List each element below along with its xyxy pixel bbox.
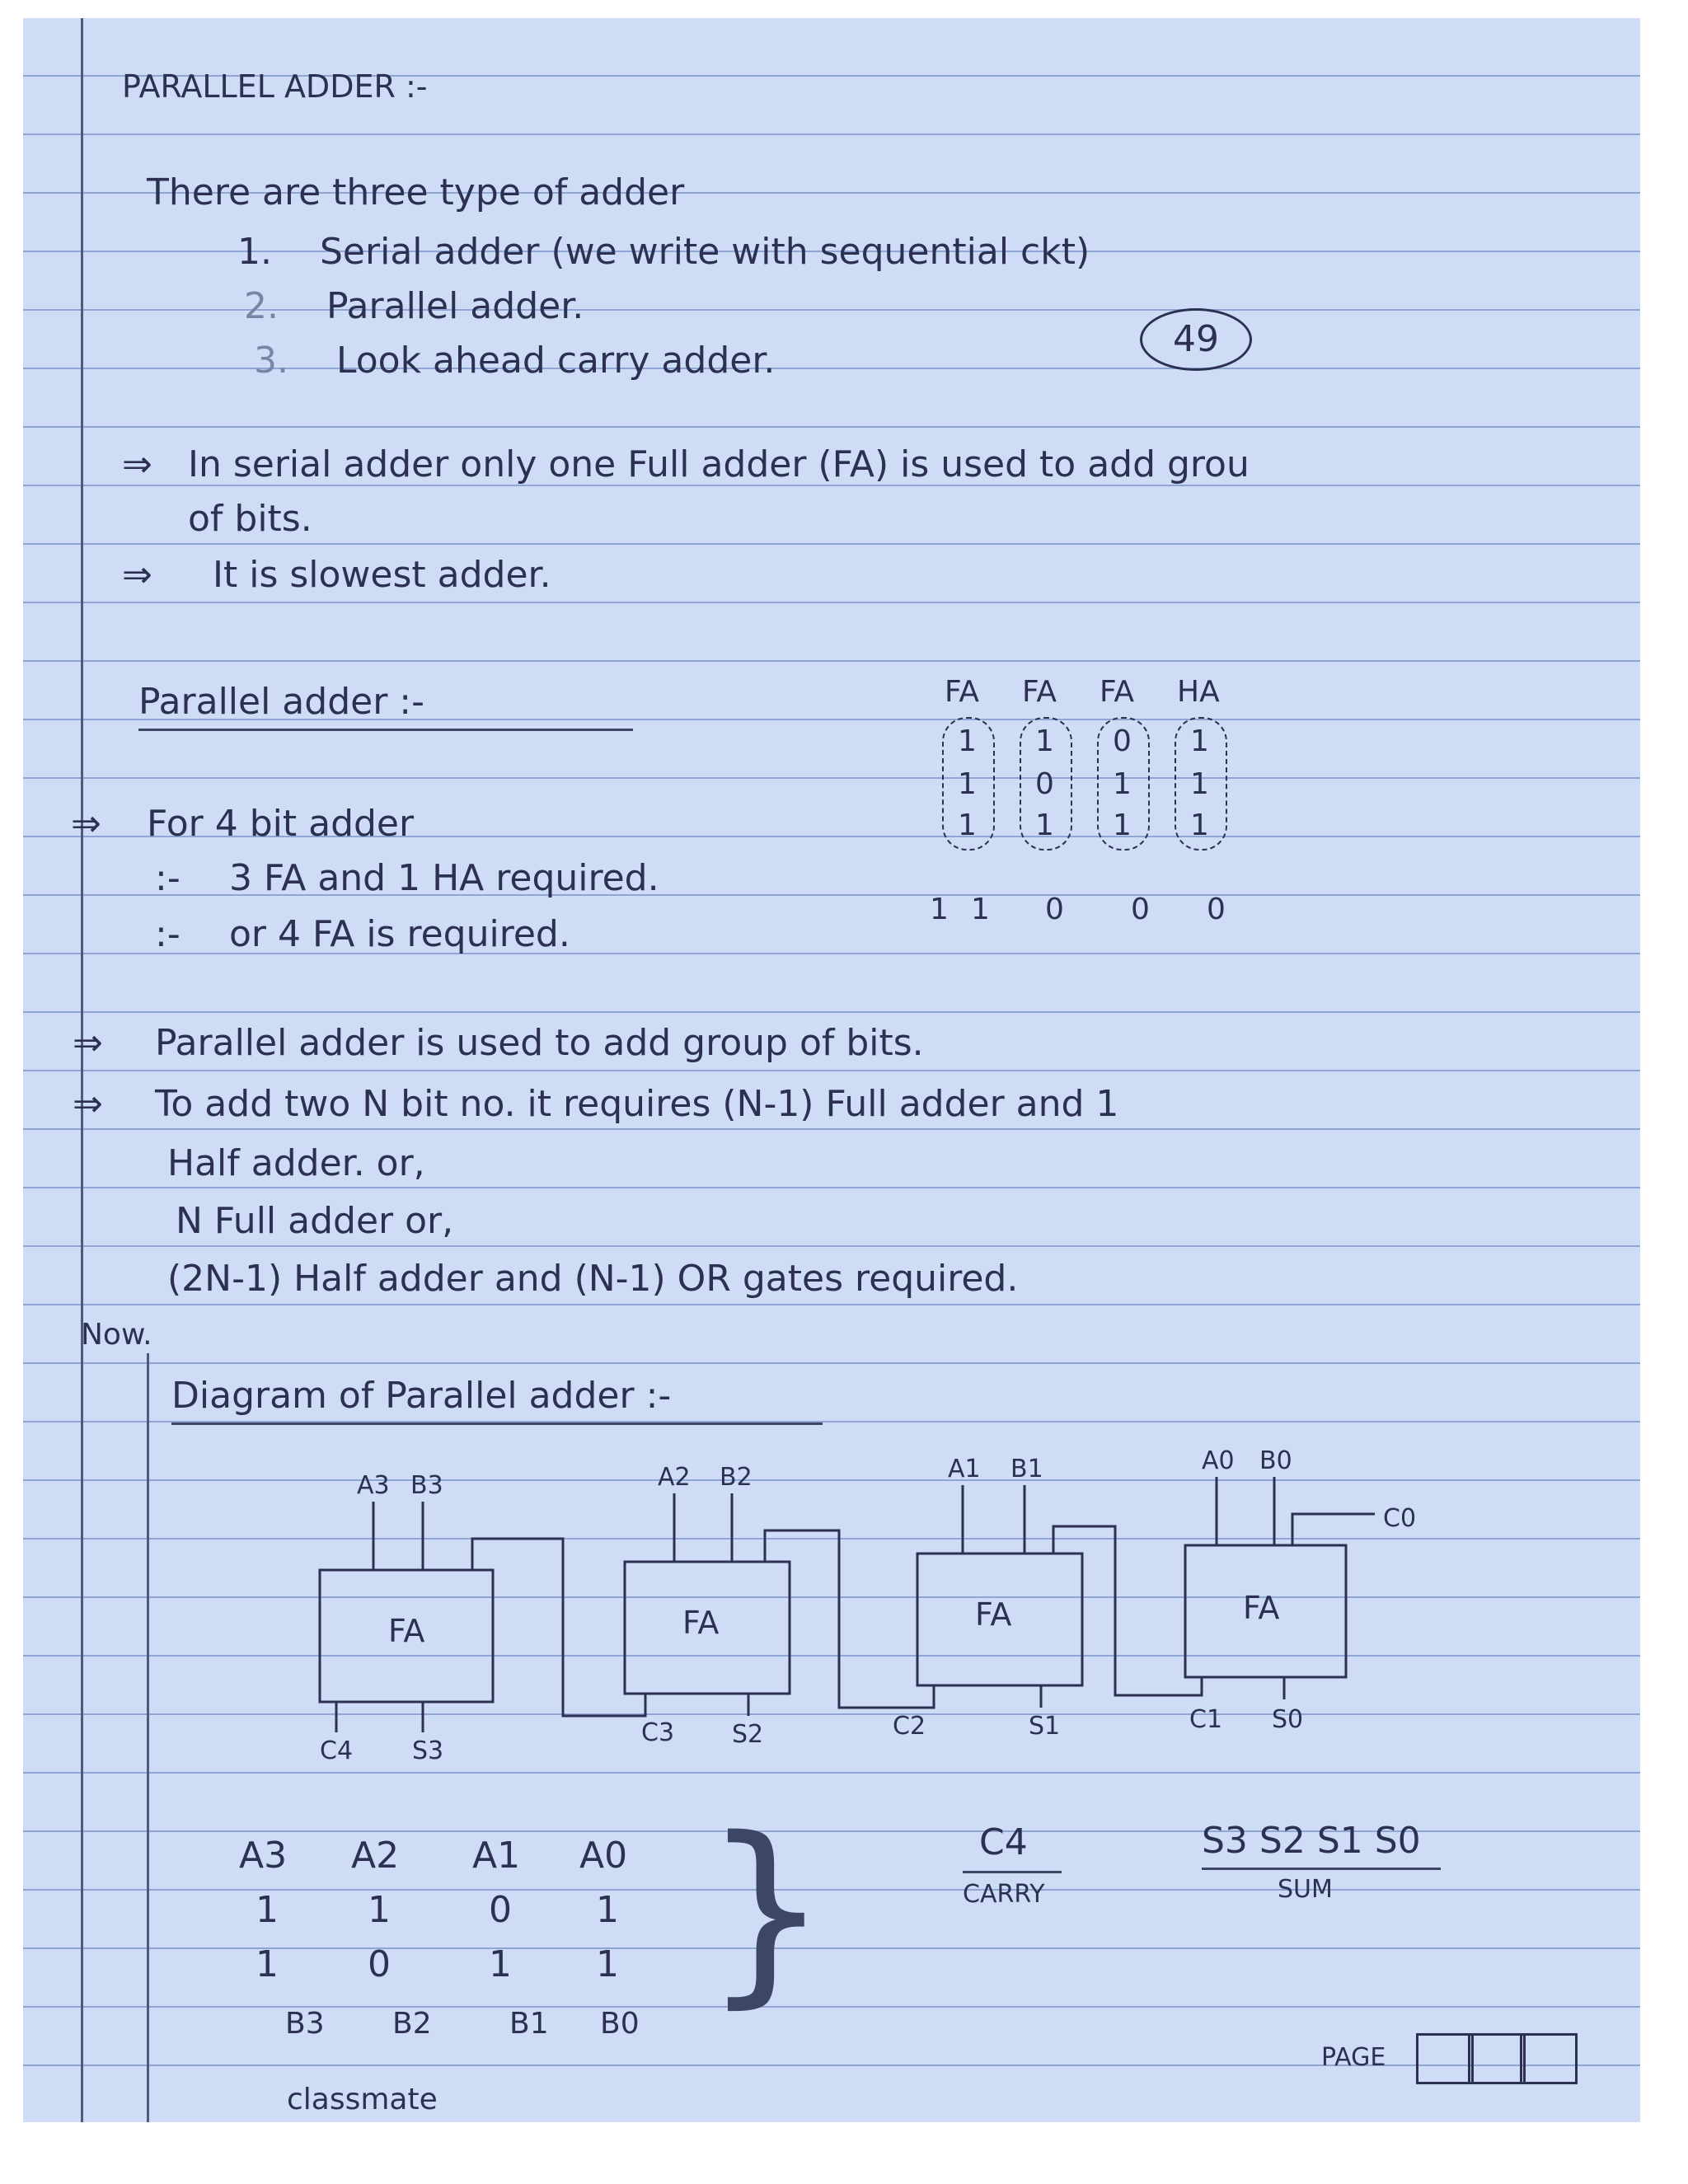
input-a2: A2 — [658, 1463, 691, 1492]
brand-logo: classmate — [287, 2083, 438, 2116]
bit-result-3: 0 — [1045, 893, 1064, 926]
serial-note-1: In serial adder only one Full adder (FA) is used to add grou — [188, 443, 1250, 485]
bit-row2-3: 1 — [1113, 808, 1132, 842]
usage-note-2: To add two N bit no. it requires (N-1) Full adder and 1 — [155, 1083, 1119, 1125]
four-bit-mark-2: :- — [155, 857, 181, 899]
bit-carry-3: 0 — [1113, 724, 1132, 758]
now-label: Now. — [81, 1318, 152, 1352]
example-row1-a3: 1 — [256, 1889, 279, 1931]
bit-carry-4: 1 — [1190, 724, 1209, 758]
example-brace: } — [703, 1795, 829, 2026]
serial-arrow-3: ⇒ — [122, 554, 152, 596]
carry-c1: C1 — [1189, 1705, 1223, 1734]
sum-s3: S3 — [412, 1736, 444, 1765]
bit-result-5: 0 — [1207, 893, 1226, 926]
fa-label-2: FA — [682, 1605, 720, 1641]
bit-row1-1: 1 — [958, 767, 977, 801]
serial-note-3: It is slowest adder. — [213, 554, 551, 596]
usage-mark-1: ⇒ — [73, 1022, 103, 1064]
bit-carry-1: 1 — [958, 724, 977, 758]
input-b2: B2 — [720, 1463, 753, 1492]
example-row2-b2: 0 — [368, 1943, 391, 1985]
bit-row1-4: 1 — [1190, 767, 1209, 801]
bit-result-4: 0 — [1131, 893, 1150, 926]
usage-note-1: Parallel adder is used to add group of bits. — [155, 1022, 924, 1064]
example-row2-b0: 1 — [596, 1943, 619, 1985]
carry-caption: CARRY — [963, 1880, 1045, 1909]
bit-result-1: 1 — [930, 893, 949, 926]
type-label-2: Parallel adder. — [326, 285, 584, 327]
example-a1: A1 — [472, 1835, 521, 1877]
bit-header-4: HA — [1177, 675, 1220, 709]
example-b0: B0 — [600, 2007, 640, 2041]
bit-carry-2: 1 — [1035, 724, 1054, 758]
example-a3: A3 — [239, 1835, 288, 1877]
bit-row1-2: 0 — [1035, 767, 1054, 801]
example-row1-a0: 1 — [596, 1889, 619, 1931]
parallel-heading: Parallel adder :- — [138, 681, 424, 723]
four-bit-note-3: or 4 FA is required. — [229, 913, 570, 955]
example-row2-b3: 1 — [256, 1943, 279, 1985]
bit-row2-4: 1 — [1190, 808, 1209, 842]
diagram-heading: Diagram of Parallel adder :- — [171, 1375, 672, 1417]
page-box-1 — [1416, 2033, 1474, 2084]
bit-row1-3: 1 — [1113, 767, 1132, 801]
page-heading: PARALLEL ADDER :- — [122, 68, 428, 105]
fa-label-1: FA — [975, 1596, 1012, 1633]
input-a0: A0 — [1202, 1446, 1235, 1475]
intro-text: There are three type of adder — [147, 171, 685, 213]
example-a0: A0 — [579, 1835, 628, 1877]
four-bit-mark-3: :- — [155, 913, 181, 955]
page-mark-number: 49 — [1173, 318, 1219, 360]
usage-note-5: (2N-1) Half adder and (N-1) OR gates required. — [167, 1258, 1019, 1300]
bit-row2-2: 1 — [1035, 808, 1054, 842]
fa-label-3: FA — [388, 1613, 425, 1649]
sum-symbol: S3 S2 S1 S0 — [1202, 1820, 1421, 1862]
type-label-1: Serial adder (we write with sequential ckt) — [320, 231, 1090, 273]
input-b0: B0 — [1259, 1446, 1292, 1475]
usage-note-3: Half adder. or, — [167, 1142, 425, 1184]
example-b3: B3 — [285, 2007, 325, 2041]
four-bit-mark-1: ⇒ — [71, 803, 101, 845]
fa-label-0: FA — [1243, 1590, 1280, 1626]
carry-in-c0: C0 — [1383, 1504, 1417, 1533]
input-b1: B1 — [1010, 1455, 1043, 1483]
type-label-3: Look ahead carry adder. — [336, 340, 776, 382]
bit-header-2: FA — [1022, 675, 1057, 709]
bit-row2-1: 1 — [958, 808, 977, 842]
type-number-1: 1. — [237, 231, 272, 273]
parallel-adder-diagram — [23, 18, 1640, 2122]
usage-note-4: N Full adder or, — [176, 1200, 454, 1242]
bit-result-2: 1 — [971, 893, 990, 926]
input-a3: A3 — [357, 1471, 390, 1500]
input-a1: A1 — [948, 1455, 981, 1483]
example-row1-a1: 0 — [489, 1889, 512, 1931]
page-label: PAGE — [1321, 2043, 1386, 2072]
carry-symbol: C4 — [979, 1821, 1028, 1863]
input-b3: B3 — [410, 1471, 443, 1500]
page-box-3 — [1520, 2033, 1578, 2084]
example-b1: B1 — [509, 2007, 549, 2041]
example-row1-a2: 1 — [368, 1889, 391, 1931]
carry-c2: C2 — [893, 1712, 926, 1741]
notebook-page — [23, 18, 1640, 2122]
bit-header-1: FA — [945, 675, 980, 709]
example-b2: B2 — [392, 2007, 432, 2041]
carry-c3: C3 — [641, 1718, 675, 1747]
four-bit-note-1: For 4 bit adder — [147, 803, 415, 845]
type-number-3: 3. — [254, 340, 288, 382]
carry-underline — [963, 1871, 1062, 1873]
bit-header-3: FA — [1100, 675, 1135, 709]
serial-note-2: of bits. — [188, 498, 312, 540]
example-a2: A2 — [351, 1835, 400, 1877]
sum-underline — [1202, 1868, 1441, 1870]
sum-s0: S0 — [1272, 1705, 1304, 1734]
type-number-2: 2. — [244, 285, 279, 327]
sum-s1: S1 — [1029, 1712, 1061, 1741]
usage-mark-2: ⇒ — [73, 1083, 103, 1125]
page-box-2 — [1468, 2033, 1526, 2084]
diagram-wires — [320, 1477, 1375, 1732]
serial-arrow-1: ⇒ — [122, 443, 152, 485]
sum-s2: S2 — [732, 1720, 764, 1749]
sum-caption: SUM — [1278, 1875, 1333, 1904]
carry-out-c4: C4 — [320, 1736, 354, 1765]
four-bit-note-2: 3 FA and 1 HA required. — [229, 857, 659, 899]
example-row2-b1: 1 — [489, 1943, 512, 1985]
